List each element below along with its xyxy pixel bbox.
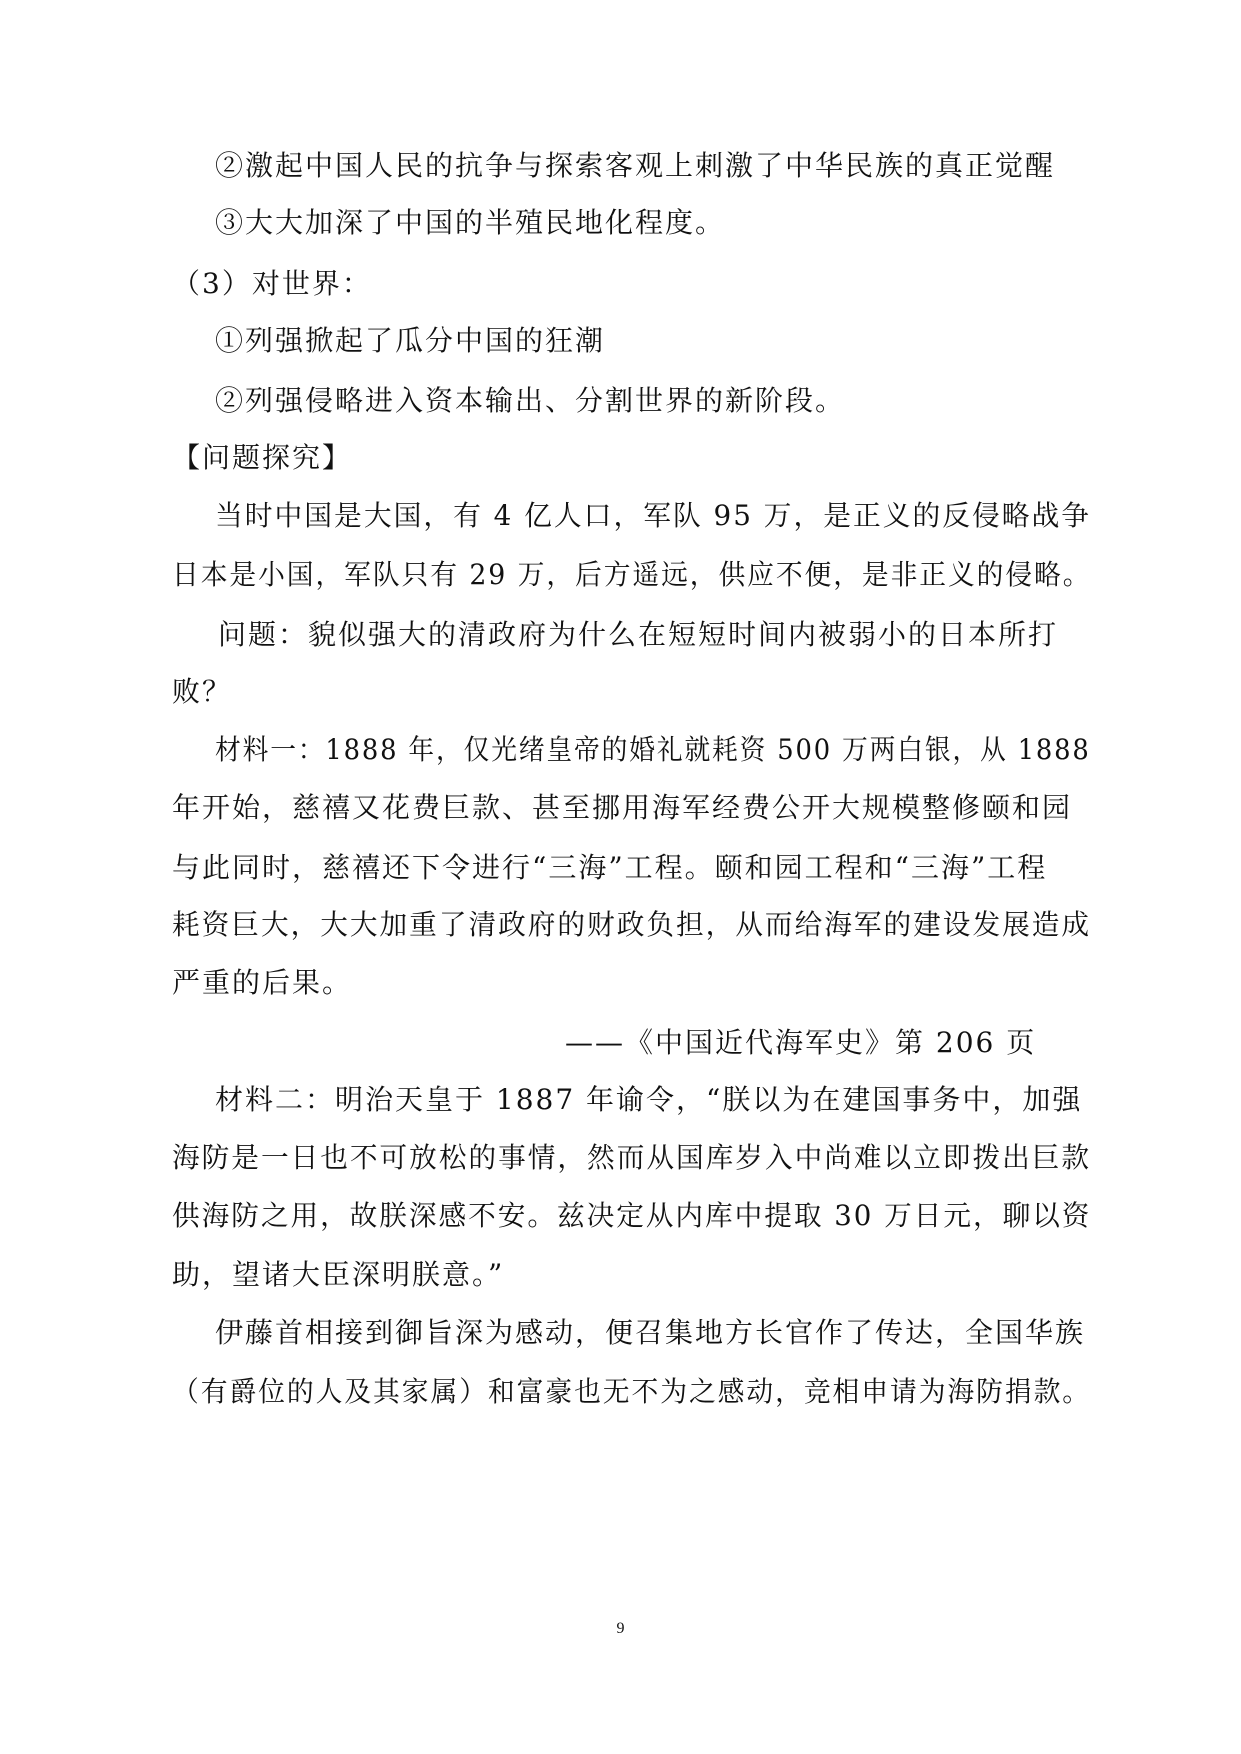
text-line: 日本是小国，军队只有 29 万，后方遥远，供应不便，是非正义的侵略。 — [172, 558, 1092, 591]
text-line: 严重的后果。 — [172, 966, 353, 999]
text-line: 耗资巨大，大大加重了清政府的财政负担，从而给海军的建设发展造成 — [172, 908, 1092, 941]
text-line: 材料二：明治天皇于 1887 年谕令，“朕以为在建国事务中，加强 — [215, 1083, 1083, 1116]
text-line: 供海防之用，故朕深感不安。兹决定从内库中提取 30 万日元，聊以资 — [172, 1199, 1092, 1232]
section-heading: 【问题探究】 — [172, 441, 353, 474]
text-line: ③大大加深了中国的半殖民地化程度。 — [215, 206, 726, 239]
text-line: 当时中国是大国，有 4 亿人口，军队 95 万，是正义的反侵略战争 — [215, 499, 1092, 532]
text-line: ①列强掀起了瓜分中国的狂潮 — [215, 324, 606, 357]
text-line: 海防是一日也不可放松的事情，然而从国库岁入中尚难以立即拨出巨款 — [172, 1141, 1092, 1174]
text-line: （3）对世界： — [172, 267, 372, 300]
text-line: 问题：貌似强大的清政府为什么在短短时间内被弱小的日本所打 — [218, 618, 1059, 651]
text-line: 败？ — [172, 675, 233, 708]
text-line: 材料一：1888 年，仅光绪皇帝的婚礼就耗资 500 万两白银，从 1888 — [215, 733, 1091, 766]
text-line: ②激起中国人民的抗争与探索客观上刺激了中华民族的真正觉醒 — [215, 149, 1056, 182]
text-line: ②列强侵略进入资本输出、分割世界的新阶段。 — [215, 384, 846, 417]
page-number: 9 — [616, 1620, 625, 1637]
text-line: 年开始，慈禧又花费巨款、甚至挪用海军经费公开大规模整修颐和园 — [172, 791, 1073, 824]
citation: ——《中国近代海军史》第 206 页 — [565, 1026, 1037, 1059]
text-line: 与此同时，慈禧还下令进行“三海”工程。颐和园工程和“三海”工程 — [172, 851, 1048, 884]
text-line: 伊藤首相接到御旨深为感动，便召集地方长官作了传达，全国华族 — [215, 1316, 1086, 1349]
text-line: 助，望诸大臣深明朕意。” — [172, 1258, 505, 1291]
text-line: （有爵位的人及其家属）和富豪也无不为之感动，竞相申请为海防捐款。 — [172, 1375, 1092, 1408]
